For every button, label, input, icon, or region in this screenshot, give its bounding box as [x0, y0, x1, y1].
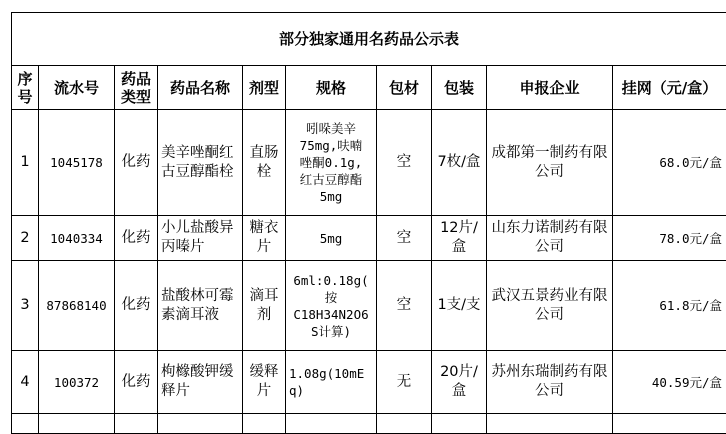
header-spec: 规格 — [286, 66, 377, 110]
cell-seq: 3 — [12, 261, 39, 351]
cell-company: 武汉五景药业有限公司 — [487, 261, 613, 351]
header-serial: 流水号 — [39, 66, 115, 110]
cell-serial: 87868140 — [39, 261, 115, 351]
drug-table — [11, 12, 726, 434]
cell-package: 7枚/盒 — [432, 110, 487, 216]
table-row — [12, 216, 726, 261]
cell-form: 缓释片 — [243, 351, 286, 414]
header-seq: 序号 — [12, 66, 39, 110]
cell-form: 糖衣片 — [243, 216, 286, 261]
cell-price: 68.0元/盒 — [613, 110, 726, 216]
cell-company: 苏州东瑞制药有限公司 — [487, 351, 613, 414]
cell-name: 小儿盐酸异丙嗪片 — [158, 216, 243, 261]
cell-material: 空 — [377, 216, 432, 261]
cell-seq: 1 — [12, 110, 39, 216]
cell-drug-type: 化药 — [115, 351, 158, 414]
cell-package: 1支/支 — [432, 261, 487, 351]
cell-form: 滴耳剂 — [243, 261, 286, 351]
cell-serial: 100372 — [39, 351, 115, 414]
cell-empty — [12, 414, 39, 434]
table-row — [12, 351, 726, 414]
header-package: 包装 — [432, 66, 487, 110]
cell-empty — [432, 414, 487, 434]
cell-form: 直肠栓 — [243, 110, 286, 216]
cell-material: 空 — [377, 110, 432, 216]
cell-spec: 吲哚美辛 75mg,呋喃 唑酮0.1g, 红古豆醇酯 5mg — [286, 110, 377, 216]
cell-empty — [377, 414, 432, 434]
cell-seq: 4 — [12, 351, 39, 414]
cell-empty — [286, 414, 377, 434]
cell-name: 盐酸林可霉素滴耳液 — [158, 261, 243, 351]
cell-price: 61.8元/盒 — [613, 261, 726, 351]
table-row — [12, 261, 726, 351]
cell-name: 美辛唑酮红古豆醇酯栓 — [158, 110, 243, 216]
cell-empty — [39, 414, 115, 434]
header-form: 剂型 — [243, 66, 286, 110]
cell-material: 空 — [377, 261, 432, 351]
cell-seq: 2 — [12, 216, 39, 261]
cell-serial: 1040334 — [39, 216, 115, 261]
cell-drug-type: 化药 — [115, 216, 158, 261]
cell-spec: 6ml:0.18g( 按 C18H34N2O6 S计算) — [286, 261, 377, 351]
cell-price: 40.59元/盒 — [613, 351, 726, 414]
cell-empty — [487, 414, 613, 434]
table-title: 部分独家通用名药品公示表 — [12, 13, 726, 66]
header-drug-type: 药品类型 — [115, 66, 158, 110]
cell-price: 78.0元/盒 — [613, 216, 726, 261]
cell-serial: 1045178 — [39, 110, 115, 216]
cell-empty — [243, 414, 286, 434]
cell-material: 无 — [377, 351, 432, 414]
cell-empty — [115, 414, 158, 434]
cell-empty — [613, 414, 726, 434]
cell-empty — [158, 414, 243, 434]
table-row-partial — [12, 414, 726, 434]
header-material: 包材 — [377, 66, 432, 110]
header-name: 药品名称 — [158, 66, 243, 110]
cell-company: 成都第一制药有限公司 — [487, 110, 613, 216]
cell-drug-type: 化药 — [115, 261, 158, 351]
cell-package: 12片/盒 — [432, 216, 487, 261]
cell-spec: 1.08g(10mE q) — [286, 351, 377, 414]
cell-drug-type: 化药 — [115, 110, 158, 216]
header-price: 挂网（元/盒） — [613, 66, 726, 110]
cell-name: 枸橼酸钾缓释片 — [158, 351, 243, 414]
cell-package: 20片/盒 — [432, 351, 487, 414]
header-row — [12, 66, 726, 110]
table-row — [12, 110, 726, 216]
cell-spec: 5mg — [286, 216, 377, 261]
header-company: 申报企业 — [487, 66, 613, 110]
cell-company: 山东力诺制药有限公司 — [487, 216, 613, 261]
